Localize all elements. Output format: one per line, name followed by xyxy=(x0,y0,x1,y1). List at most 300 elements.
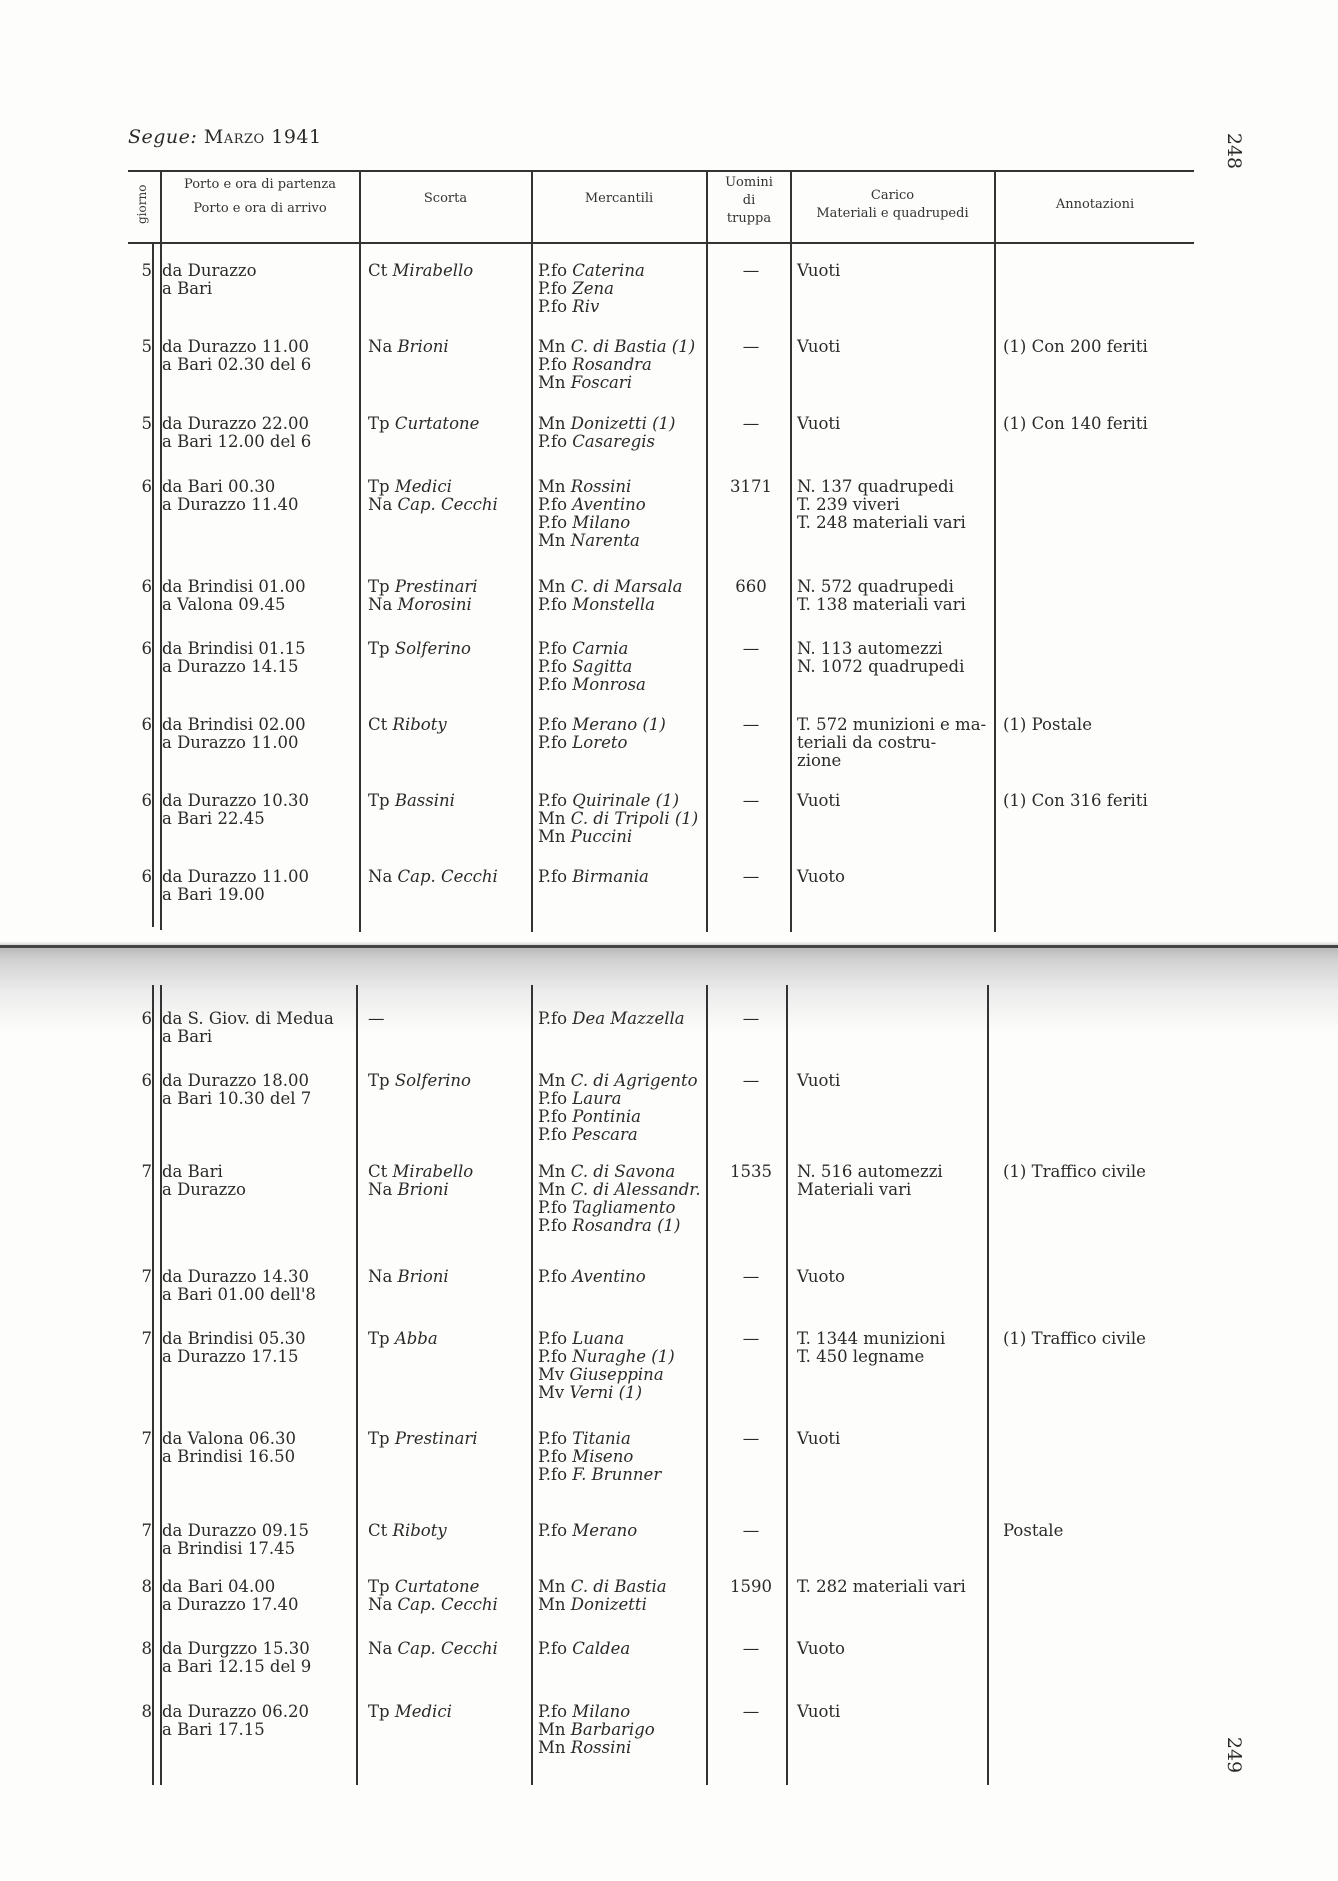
ship-type: P.fo xyxy=(538,715,568,734)
ship-type: Na xyxy=(368,1267,393,1286)
ship-type: P.fo xyxy=(538,1702,568,1721)
ship-name: Merano xyxy=(572,1521,638,1540)
ship-name: Puccini xyxy=(570,827,633,846)
merchant-ship xyxy=(538,1181,708,1199)
ship-name: C. di Bastia (1) xyxy=(570,337,696,356)
departure: da Durazzo 09.15 xyxy=(162,1521,310,1540)
escort-ship xyxy=(368,868,528,886)
ship-name: Mirabello xyxy=(392,1162,474,1181)
ship-name: Quirinale (1) xyxy=(572,791,680,810)
merchant-cell xyxy=(538,338,708,392)
cargo-line: Vuoti xyxy=(797,414,841,433)
ship-name: Foscari xyxy=(570,373,632,392)
cargo-cell xyxy=(797,415,992,433)
ship-name: Riboty xyxy=(392,1521,447,1540)
ship-name: Riv xyxy=(572,297,600,316)
col-header-carico: Carico Materiali e quadrupedi xyxy=(816,188,969,221)
ship-name: Donizetti (1) xyxy=(570,414,676,433)
arrival: a Durazzo 14.15 xyxy=(162,657,299,676)
day-cell: 5 xyxy=(141,337,152,356)
day-cell: 7 xyxy=(141,1429,152,1448)
annotation-cell: (1) Postale xyxy=(1003,715,1092,734)
troops-cell: — xyxy=(742,639,760,658)
merchant-ship xyxy=(538,868,708,886)
merchant-ship xyxy=(538,1384,708,1402)
ship-name: Laura xyxy=(572,1089,622,1108)
ship-name: Narenta xyxy=(570,531,640,550)
ship-type: Tp xyxy=(368,1071,390,1090)
troops-cell: — xyxy=(742,1521,760,1540)
col-rule xyxy=(152,985,154,1785)
route-cell xyxy=(162,1578,352,1614)
escort-ship xyxy=(368,1596,528,1614)
merchant-ship xyxy=(538,828,708,846)
ship-name: Cap. Cecchi xyxy=(397,1639,498,1658)
cargo-line: Vuoti xyxy=(797,1429,841,1448)
ship-name: Pescara xyxy=(572,1125,638,1144)
merchant-cell xyxy=(538,578,708,614)
ship-name: Casaregis xyxy=(572,432,656,451)
cargo-line: zione xyxy=(797,751,842,770)
ship-type: P.fo xyxy=(538,675,568,694)
ship-type: P.fo xyxy=(538,1267,568,1286)
cargo-line: Vuoti xyxy=(797,1702,841,1721)
escort-ship xyxy=(368,716,528,734)
annotation-cell: (1) Con 200 feriti xyxy=(1003,337,1148,356)
ship-name: Milano xyxy=(572,1702,631,1721)
running-header xyxy=(128,126,322,148)
day-cell: 7 xyxy=(141,1267,152,1286)
merchant-cell xyxy=(538,1010,708,1028)
merchant-ship xyxy=(538,1108,708,1126)
ship-type: Na xyxy=(368,595,393,614)
escort-ship xyxy=(368,1640,528,1658)
col-header-giorno: giorno xyxy=(135,184,149,224)
ship-type: Mn xyxy=(538,1738,566,1757)
ship-name: Cap. Cecchi xyxy=(397,495,498,514)
ship-name: Bassini xyxy=(394,791,455,810)
cargo-line: N. 137 quadrupedi xyxy=(797,477,954,496)
ship-type: Na xyxy=(368,495,393,514)
escort-ship xyxy=(368,1072,528,1090)
ship-name: Solferino xyxy=(394,639,471,658)
cargo-line: N. 1072 quadrupedi xyxy=(797,657,965,676)
escort-cell xyxy=(368,716,528,734)
ship-name: Caldea xyxy=(572,1639,631,1658)
cargo-cell xyxy=(797,1703,992,1721)
ship-name: Giuseppina xyxy=(569,1365,664,1384)
day-cell: 6 xyxy=(141,1009,152,1028)
departure: da Brindisi 01.00 xyxy=(162,577,306,596)
merchant-ship xyxy=(538,356,708,374)
arrival: a Brindisi 17.45 xyxy=(162,1539,296,1558)
merchant-cell xyxy=(538,415,708,451)
merchant-ship xyxy=(538,1090,708,1108)
escort-ship xyxy=(368,640,528,658)
cargo-line: Vuoti xyxy=(797,1071,841,1090)
ship-type: Mn xyxy=(538,809,566,828)
ship-type: Mn xyxy=(538,477,566,496)
troops-cell: 3171 xyxy=(730,477,772,496)
col-rule xyxy=(359,170,361,932)
troops-cell: — xyxy=(742,791,760,810)
merchant-ship xyxy=(538,596,708,614)
escort-ship xyxy=(368,1703,528,1721)
route-cell xyxy=(162,578,352,614)
escort-ship xyxy=(368,1430,528,1448)
ship-type: Na xyxy=(368,1595,393,1614)
departure: da S. Giov. di Medua xyxy=(162,1009,334,1028)
troops-cell: 1535 xyxy=(730,1162,772,1181)
arrival: a Durazzo 17.15 xyxy=(162,1347,299,1366)
merchant-ship xyxy=(538,734,708,752)
cargo-line: Vuoto xyxy=(797,1639,845,1658)
day-cell: 6 xyxy=(141,577,152,596)
ship-name: Merano (1) xyxy=(572,715,666,734)
merchant-ship xyxy=(538,496,708,514)
ship-name: Brioni xyxy=(397,1180,449,1199)
escort-cell xyxy=(368,1163,528,1199)
route-cell xyxy=(162,1330,352,1366)
ship-name: C. di Agrigento xyxy=(570,1071,698,1090)
ship-type: P.fo xyxy=(538,513,568,532)
merchant-ship xyxy=(538,716,708,734)
ship-type: Tp xyxy=(368,791,390,810)
merchant-cell xyxy=(538,792,708,846)
ship-type: Mn xyxy=(538,337,566,356)
ship-type: P.fo xyxy=(538,1216,568,1235)
troops-cell: — xyxy=(742,261,760,280)
ship-type: Tp xyxy=(368,577,390,596)
ship-type: P.fo xyxy=(538,1447,568,1466)
ship-type: Tp xyxy=(368,1577,390,1596)
cargo-line: T. 1344 munizioni xyxy=(797,1329,946,1348)
departure: da Bari 04.00 xyxy=(162,1577,276,1596)
ship-name: Cap. Cecchi xyxy=(397,1595,498,1614)
merchant-ship xyxy=(538,298,708,316)
ship-name: Rossini xyxy=(570,1738,632,1757)
merchant-ship xyxy=(538,1330,708,1348)
merchant-ship xyxy=(538,1126,708,1144)
merchant-ship xyxy=(538,578,708,596)
ship-name: Donizetti xyxy=(570,1595,647,1614)
escort-ship xyxy=(368,1268,528,1286)
route-cell xyxy=(162,1430,352,1466)
merchant-ship xyxy=(538,374,708,392)
ship-name: Rosandra xyxy=(572,355,652,374)
escort-ship xyxy=(368,496,528,514)
col-header-annotazioni: Annotazioni xyxy=(1055,197,1135,212)
merchant-ship xyxy=(538,810,708,828)
ship-name: Sagitta xyxy=(572,657,633,676)
ship-type: Mn xyxy=(538,414,566,433)
ship-type: Mn xyxy=(538,373,566,392)
merchant-ship xyxy=(538,1217,708,1235)
cargo-line: T. 138 materiali vari xyxy=(797,595,966,614)
cargo-cell xyxy=(797,640,992,676)
ship-type: P.fo xyxy=(538,495,568,514)
ship-name: Verni (1) xyxy=(569,1383,643,1402)
ship-name: Caterina xyxy=(572,261,645,280)
merchant-ship xyxy=(538,338,708,356)
ship-name: Solferino xyxy=(394,1071,471,1090)
escort-cell xyxy=(368,578,528,614)
merchant-ship xyxy=(538,478,708,496)
annotation-cell: (1) Con 140 feriti xyxy=(1003,414,1148,433)
ship-name: Dea Mazzella xyxy=(572,1009,685,1028)
merchant-cell xyxy=(538,1072,708,1144)
escort-cell xyxy=(368,338,528,356)
departure: da Durazzo 22.00 xyxy=(162,414,310,433)
day-cell: 7 xyxy=(141,1329,152,1348)
ship-type: Mn xyxy=(538,1071,566,1090)
departure: da Durazzo xyxy=(162,261,257,280)
ship-name: Milano xyxy=(572,513,631,532)
escort-cell xyxy=(368,868,528,886)
ship-type: Ct xyxy=(368,1521,388,1540)
col-rule xyxy=(987,985,989,1785)
ship-type: Ct xyxy=(368,715,388,734)
escort-cell xyxy=(368,1072,528,1090)
ship-type: P.fo xyxy=(538,432,568,451)
route-cell xyxy=(162,792,352,828)
arrival: a Bari xyxy=(162,1027,213,1046)
departure: da Durazzo 06.20 xyxy=(162,1702,310,1721)
escort-ship xyxy=(368,1578,528,1596)
route-cell xyxy=(162,262,352,298)
merchant-ship xyxy=(538,1721,708,1739)
merchant-ship xyxy=(538,1448,708,1466)
ship-name: Barbarigo xyxy=(570,1720,655,1739)
escort-ship xyxy=(368,1522,528,1540)
escort-cell xyxy=(368,1330,528,1348)
merchant-cell xyxy=(538,640,708,694)
merchant-ship xyxy=(538,1596,708,1614)
ship-name: C. di Alessandr. xyxy=(570,1180,701,1199)
merchant-cell xyxy=(538,1640,708,1658)
annotation-cell: (1) Traffico civile xyxy=(1003,1162,1146,1181)
merchant-ship xyxy=(538,640,708,658)
ship-type: P.fo xyxy=(538,297,568,316)
route-cell xyxy=(162,1703,352,1739)
escort-cell xyxy=(368,1640,528,1658)
merchant-ship xyxy=(538,1430,708,1448)
cargo-line: N. 113 automezzi xyxy=(797,639,943,658)
cargo-line: teriali da costru- xyxy=(797,733,937,752)
cargo-line: N. 516 automezzi xyxy=(797,1162,943,1181)
page-number-top: 248 xyxy=(1223,132,1246,170)
ship-type: P.fo xyxy=(538,1125,568,1144)
merchant-ship xyxy=(538,1466,708,1484)
escort-cell xyxy=(368,1522,528,1540)
day-cell: 8 xyxy=(141,1577,152,1596)
troops-cell: — xyxy=(742,337,760,356)
merchant-cell xyxy=(538,478,708,550)
escort-ship xyxy=(368,1181,528,1199)
ship-name: Rossini xyxy=(570,477,632,496)
ship-type: Mn xyxy=(538,827,566,846)
ship-type: Ct xyxy=(368,1162,388,1181)
ship-type: P.fo xyxy=(538,595,568,614)
route-cell xyxy=(162,1072,352,1108)
troops-cell: — xyxy=(742,1702,760,1721)
ship-name: Brioni xyxy=(397,1267,449,1286)
day-cell: 6 xyxy=(141,867,152,886)
ship-name: Birmania xyxy=(572,867,649,886)
col-rule xyxy=(356,985,358,1785)
troops-cell: — xyxy=(742,715,760,734)
ship-type: Mn xyxy=(538,1595,566,1614)
ship-type: Mn xyxy=(538,1577,566,1596)
escort-ship xyxy=(368,478,528,496)
cargo-line: T. 248 materiali vari xyxy=(797,513,966,532)
day-cell: 6 xyxy=(141,1071,152,1090)
escort-ship xyxy=(368,578,528,596)
ship-type: Mn xyxy=(538,1720,566,1739)
ship-type: Na xyxy=(368,1639,393,1658)
ship-name: C. di Tripoli (1) xyxy=(570,809,699,828)
cargo-cell xyxy=(797,868,992,886)
merchant-cell xyxy=(538,1522,708,1540)
troops-cell: — xyxy=(742,1639,760,1658)
arrival: a Brindisi 16.50 xyxy=(162,1447,296,1466)
cargo-cell xyxy=(797,1072,992,1090)
merchant-ship xyxy=(538,1010,708,1028)
merchant-ship xyxy=(538,792,708,810)
ship-type: P.fo xyxy=(538,867,568,886)
col-header-mercantili: Mercantili xyxy=(584,191,654,206)
troops-cell: — xyxy=(742,1329,760,1348)
escort-ship xyxy=(368,415,528,433)
ship-type: Tp xyxy=(368,477,390,496)
route-cell xyxy=(162,1010,352,1046)
merchant-ship xyxy=(538,658,708,676)
ship-name: Miseno xyxy=(572,1447,634,1466)
cargo-line: Vuoto xyxy=(797,1267,845,1286)
col-rule xyxy=(994,170,996,932)
escort-cell xyxy=(368,262,528,280)
ship-name: Aventino xyxy=(572,495,646,514)
day-cell: 8 xyxy=(141,1639,152,1658)
merchant-ship xyxy=(538,280,708,298)
merchant-ship xyxy=(538,262,708,280)
merchant-cell xyxy=(538,716,708,752)
route-cell xyxy=(162,868,352,904)
header-month: Marzo xyxy=(203,126,265,148)
cargo-line: Vuoto xyxy=(797,867,845,886)
escort-cell xyxy=(368,1703,528,1721)
route-cell xyxy=(162,1163,352,1199)
cargo-cell xyxy=(797,1163,992,1199)
ship-name: Nuraghe (1) xyxy=(572,1347,675,1366)
arrival: a Bari 17.15 xyxy=(162,1720,265,1739)
arrival: a Valona 09.45 xyxy=(162,595,286,614)
day-cell: 6 xyxy=(141,639,152,658)
ship-name: F. Brunner xyxy=(572,1465,662,1484)
departure: da Durazzo 11.00 xyxy=(162,337,310,356)
merchant-cell xyxy=(538,1163,708,1235)
merchant-ship xyxy=(538,415,708,433)
merchant-ship xyxy=(538,1268,708,1286)
ship-type: P.fo xyxy=(538,791,568,810)
ship-type: Mn xyxy=(538,1162,566,1181)
ship-type: Na xyxy=(368,337,393,356)
cargo-cell xyxy=(797,1578,992,1596)
ship-type: Tp xyxy=(368,639,390,658)
ship-name: Titania xyxy=(572,1429,631,1448)
escort-cell xyxy=(368,792,528,810)
ship-type: P.fo xyxy=(538,1198,568,1217)
ship-name: Mirabello xyxy=(392,261,474,280)
cargo-cell xyxy=(797,262,992,280)
day-cell: 6 xyxy=(141,791,152,810)
troops-cell: — xyxy=(742,414,760,433)
merchant-ship xyxy=(538,514,708,532)
col-header-scorta: Scorta xyxy=(423,191,468,206)
merchant-cell xyxy=(538,1578,708,1614)
route-cell xyxy=(162,338,352,374)
escort-ship xyxy=(368,1010,528,1028)
arrival: a Durazzo 11.00 xyxy=(162,733,299,752)
ship-name: Brioni xyxy=(397,337,449,356)
header-prefix: Segue: xyxy=(128,126,198,148)
ship-type: Tp xyxy=(368,1429,390,1448)
ship-name: Monrosa xyxy=(572,675,646,694)
col-rule xyxy=(531,170,533,932)
cargo-line: Vuoti xyxy=(797,261,841,280)
route-cell xyxy=(162,1522,352,1558)
arrival: a Durazzo 17.40 xyxy=(162,1595,299,1614)
ship-name: Monstella xyxy=(572,595,656,614)
arrival: a Bari xyxy=(162,279,213,298)
annotation-cell: (1) Traffico civile xyxy=(1003,1329,1146,1348)
merchant-ship xyxy=(538,1348,708,1366)
cargo-line: N. 572 quadrupedi xyxy=(797,577,954,596)
header-year: 1941 xyxy=(271,126,322,148)
escort-ship xyxy=(368,792,528,810)
route-cell xyxy=(162,1268,352,1304)
escort-cell xyxy=(368,1578,528,1614)
route-cell xyxy=(162,716,352,752)
troops-cell: — xyxy=(742,867,760,886)
ship-type: Na xyxy=(368,1180,393,1199)
ship-name: C. di Bastia xyxy=(570,1577,667,1596)
troops-cell: — xyxy=(742,1429,760,1448)
cargo-line: T. 239 viveri xyxy=(797,495,900,514)
ship-name: Carnia xyxy=(572,639,629,658)
ship-type: Tp xyxy=(368,414,390,433)
ship-type: P.fo xyxy=(538,261,568,280)
escort-cell xyxy=(368,478,528,514)
arrival: a Bari 12.00 del 6 xyxy=(162,432,312,451)
escort-cell xyxy=(368,1268,528,1286)
troops-cell: — xyxy=(742,1071,760,1090)
ship-type: Ct xyxy=(368,261,388,280)
merchant-cell xyxy=(538,1268,708,1286)
merchant-ship xyxy=(538,1163,708,1181)
day-cell: 6 xyxy=(141,477,152,496)
cargo-line: T. 572 munizioni e ma- xyxy=(797,715,987,734)
escort-cell xyxy=(368,415,528,433)
col-header-porto: Porto e ora di partenza Porto e ora di arrivo xyxy=(184,177,336,216)
page-fold-edge xyxy=(0,945,1338,948)
ship-name: Pontinia xyxy=(572,1107,641,1126)
day-cell: 8 xyxy=(141,1702,152,1721)
merchant-ship xyxy=(538,433,708,451)
ship-type: P.fo xyxy=(538,1107,568,1126)
header-rule-top xyxy=(128,170,1194,172)
departure: da Bari xyxy=(162,1162,223,1181)
